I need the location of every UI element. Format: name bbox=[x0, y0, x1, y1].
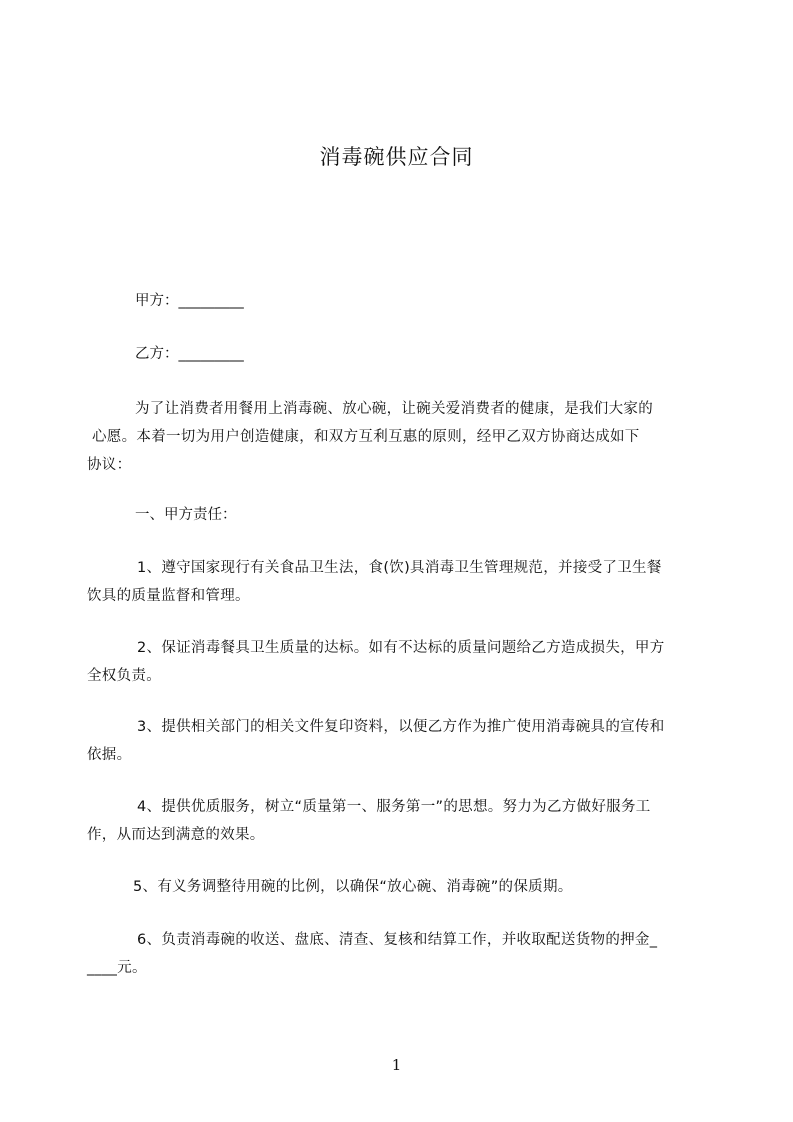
clause-6 bbox=[87, 926, 709, 982]
clause-line: ____元。 bbox=[87, 960, 147, 976]
clause-line: 4、提供优质服务，树立“质量第一、服务第一”的思想。努力为乙方做好服务工 bbox=[137, 799, 651, 815]
intro-line: 为了让消费者用餐用上消毒碗、放心碗，让碗关爱消费者的健康，是我们大家的 bbox=[135, 401, 653, 417]
intro-paragraph bbox=[87, 395, 709, 479]
clause-5 bbox=[87, 873, 709, 901]
clause-line: 1、遵守国家现行有关食品卫生法，食(饮)具消毒卫生管理规范，并接受了卫生餐 bbox=[137, 560, 662, 576]
clause-line: 全权负责。 bbox=[87, 668, 161, 684]
clause-line: 5、有义务调整待用碗的比例，以确保“放心碗、消毒碗”的保质期。 bbox=[133, 879, 573, 895]
clause-line: 2、保证消毒餐具卫生质量的达标。如有不达标的质量问题给乙方造成损失，甲方 bbox=[137, 640, 665, 656]
clause-2 bbox=[87, 634, 709, 690]
clause-1 bbox=[87, 554, 709, 610]
clause-line: 依据。 bbox=[87, 747, 132, 763]
clause-line: 3、提供相关部门的相关文件复印资料，以便乙方作为推广使用消毒碗具的宣传和 bbox=[137, 719, 665, 735]
party-b-field: 乙方：_________ bbox=[135, 346, 244, 362]
clause-line: 饮具的质量监督和管理。 bbox=[87, 588, 250, 604]
contract-title: 消毒碗供应合同 bbox=[319, 145, 474, 169]
clause-4 bbox=[87, 793, 709, 849]
party-a-field: 甲方：_________ bbox=[135, 293, 244, 309]
intro-line: 心愿。本着一切为用户创造健康，和双方互利互惠的原则，经甲乙双方协商达成如下 bbox=[92, 429, 640, 445]
clause-line: 6、负责消毒碗的收送、盘底、清查、复核和结算工作，并收取配送货物的押金_ bbox=[137, 932, 658, 948]
intro-line: 协议： bbox=[87, 457, 132, 473]
clause-line: 作，从而达到满意的效果。 bbox=[87, 827, 265, 843]
clause-3 bbox=[87, 713, 709, 769]
section-heading-party-a-duties: 一、甲方责任： bbox=[135, 507, 237, 523]
page-number: 1 bbox=[391, 1056, 402, 1074]
